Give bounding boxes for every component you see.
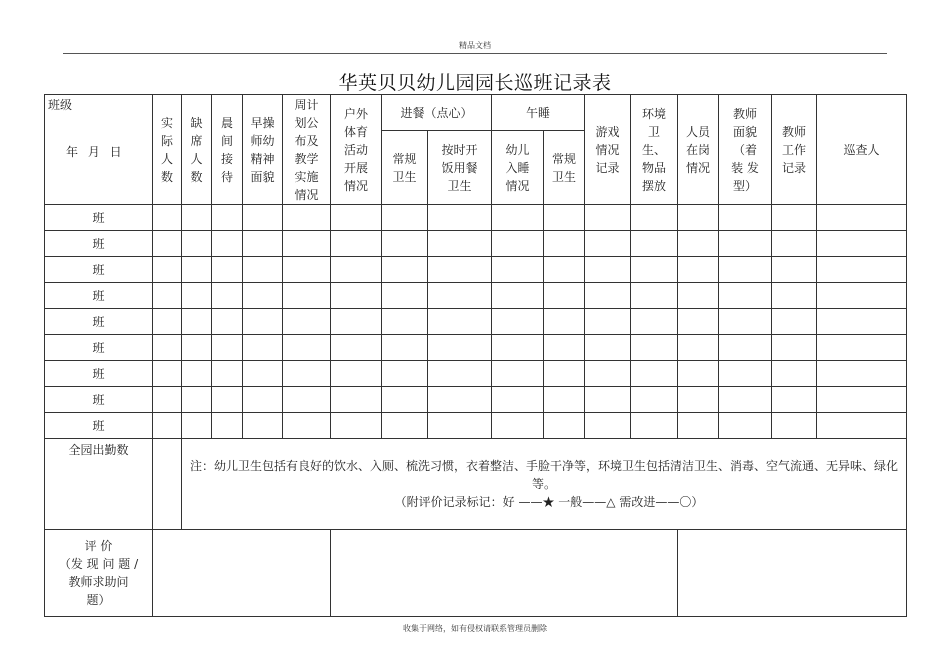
col-games: 游戏 情况 记录	[585, 95, 631, 205]
class-row-cell[interactable]	[544, 387, 585, 413]
class-row-cell[interactable]	[719, 309, 772, 335]
class-row-cell[interactable]	[382, 257, 428, 283]
class-row-cell[interactable]	[719, 205, 772, 231]
class-row-cell[interactable]	[212, 413, 243, 439]
class-row-cell[interactable]	[331, 309, 382, 335]
class-row-cell[interactable]	[153, 335, 182, 361]
class-row-cell[interactable]	[678, 309, 719, 335]
col-teacher-work: 教师 工作 记录	[772, 95, 817, 205]
class-row-label: 班	[45, 387, 153, 413]
class-row	[45, 361, 907, 387]
col-attendance: 实 际 人 数	[153, 95, 182, 205]
class-row-cell[interactable]	[585, 335, 631, 361]
class-row-cell[interactable]	[585, 257, 631, 283]
col-morning-exercise: 早操 师幼 精神 面貌	[243, 95, 283, 205]
col-nap-hygiene: 常规 卫生	[544, 131, 585, 205]
class-row-cell[interactable]	[182, 231, 212, 257]
class-row-cell[interactable]	[492, 387, 544, 413]
class-row-cell[interactable]	[544, 205, 585, 231]
class-row-cell[interactable]	[153, 309, 182, 335]
header-row-1	[45, 95, 907, 131]
class-row-cell[interactable]	[492, 413, 544, 439]
class-row-cell[interactable]	[243, 257, 283, 283]
class-row-cell[interactable]	[631, 309, 678, 335]
class-row-cell[interactable]	[817, 413, 907, 439]
class-row-cell[interactable]	[719, 387, 772, 413]
evaluation-cell-1[interactable]	[153, 530, 331, 617]
class-row-cell[interactable]	[544, 309, 585, 335]
class-row-label: 班	[45, 309, 153, 335]
class-row	[45, 283, 907, 309]
class-row-cell[interactable]	[331, 335, 382, 361]
class-row-cell[interactable]	[243, 283, 283, 309]
class-row-cell[interactable]	[382, 231, 428, 257]
col-nap-group: 午睡	[492, 95, 585, 131]
class-row	[45, 257, 907, 283]
col-inspector: 巡查人	[817, 95, 907, 205]
class-row-cell[interactable]	[182, 283, 212, 309]
class-row-cell[interactable]	[212, 335, 243, 361]
col-morning-reception: 晨 间 接 待	[212, 95, 243, 205]
class-row-cell[interactable]	[817, 387, 907, 413]
class-row-cell[interactable]	[428, 309, 492, 335]
class-row-cell[interactable]	[544, 361, 585, 387]
class-row-cell[interactable]	[182, 387, 212, 413]
class-row-cell[interactable]	[585, 205, 631, 231]
class-row-cell[interactable]	[182, 361, 212, 387]
col-absent: 缺 席 人 数	[182, 95, 212, 205]
document-title: 华英贝贝幼儿园园长巡班记录表	[338, 72, 612, 94]
class-row-cell[interactable]	[212, 257, 243, 283]
class-row-cell[interactable]	[212, 205, 243, 231]
class-row-cell[interactable]	[492, 361, 544, 387]
class-row-cell[interactable]	[428, 413, 492, 439]
class-row-label: 班	[45, 335, 153, 361]
inspection-table	[44, 94, 907, 617]
class-row-cell[interactable]	[678, 413, 719, 439]
class-row-cell[interactable]	[719, 335, 772, 361]
attendance-value-cell[interactable]	[153, 439, 182, 530]
class-row-cell[interactable]	[243, 361, 283, 387]
class-row-cell[interactable]	[182, 335, 212, 361]
class-row-cell[interactable]	[331, 257, 382, 283]
col-meal-group: 进餐（点心）	[382, 95, 492, 131]
class-row-cell[interactable]	[428, 335, 492, 361]
class-row-label: 班	[45, 257, 153, 283]
class-row-cell[interactable]	[492, 257, 544, 283]
col-weekly-plan: 周计 划公 布及 教学 实施 情况	[283, 95, 331, 205]
class-row-cell[interactable]	[243, 387, 283, 413]
evaluation-row	[45, 530, 907, 617]
class-row-cell[interactable]	[585, 361, 631, 387]
class-row	[45, 205, 907, 231]
attendance-row	[45, 439, 907, 530]
col-outdoor-sports: 户外 体育 活动 开展 情况	[331, 95, 382, 205]
class-row-cell[interactable]	[719, 413, 772, 439]
class-row-cell[interactable]	[153, 413, 182, 439]
class-row-cell[interactable]	[153, 257, 182, 283]
class-row-cell[interactable]	[817, 205, 907, 231]
class-row-cell[interactable]	[631, 335, 678, 361]
note-cell	[182, 439, 907, 530]
class-row-cell[interactable]	[678, 205, 719, 231]
class-row-cell[interactable]	[428, 257, 492, 283]
class-row-cell[interactable]	[283, 283, 331, 309]
class-row-cell[interactable]	[544, 231, 585, 257]
class-row-cell[interactable]	[817, 257, 907, 283]
class-row-cell[interactable]	[631, 283, 678, 309]
class-row-cell[interactable]	[678, 231, 719, 257]
class-row-cell[interactable]	[585, 309, 631, 335]
class-row-cell[interactable]	[719, 231, 772, 257]
class-row-cell[interactable]	[331, 413, 382, 439]
class-row-cell[interactable]	[283, 413, 331, 439]
class-row-cell[interactable]	[428, 387, 492, 413]
class-label: 班级	[48, 98, 73, 112]
class-row-cell[interactable]	[817, 283, 907, 309]
class-row-cell[interactable]	[678, 335, 719, 361]
class-row-cell[interactable]	[182, 413, 212, 439]
class-row-cell[interactable]	[544, 413, 585, 439]
class-row-cell[interactable]	[331, 283, 382, 309]
class-row-cell[interactable]	[772, 335, 817, 361]
class-row-cell[interactable]	[585, 283, 631, 309]
class-row-cell[interactable]	[772, 257, 817, 283]
col-nap-children: 幼儿 入睡 情况	[492, 131, 544, 205]
class-row-cell[interactable]	[382, 387, 428, 413]
class-row-cell[interactable]	[153, 231, 182, 257]
class-row-cell[interactable]	[719, 283, 772, 309]
class-row-cell[interactable]	[772, 283, 817, 309]
class-row-label: 班	[45, 413, 153, 439]
col-environment: 环境 卫 生、 物品 摆放	[631, 95, 678, 205]
class-row-cell[interactable]	[283, 231, 331, 257]
class-row-cell[interactable]	[331, 205, 382, 231]
class-row-cell[interactable]	[492, 335, 544, 361]
class-row-cell[interactable]	[243, 413, 283, 439]
class-row-cell[interactable]	[243, 309, 283, 335]
class-row-cell[interactable]	[817, 361, 907, 387]
class-row-cell[interactable]	[153, 283, 182, 309]
class-row-cell[interactable]	[153, 361, 182, 387]
footer-note: 收集于网络，如有侵权请联系管理员删除	[403, 624, 547, 633]
class-row-cell[interactable]	[283, 361, 331, 387]
class-row-cell[interactable]	[817, 335, 907, 361]
header-divider	[63, 53, 887, 54]
class-row-cell[interactable]	[182, 257, 212, 283]
col-meal-ontime: 按时开 饭用餐 卫生	[428, 131, 492, 205]
class-row-cell[interactable]	[283, 257, 331, 283]
class-row-cell[interactable]	[678, 283, 719, 309]
class-row-label: 班	[45, 205, 153, 231]
class-row-cell[interactable]	[772, 413, 817, 439]
class-row-cell[interactable]	[631, 231, 678, 257]
class-row-cell[interactable]	[772, 387, 817, 413]
legend-text: （附评价记录标记：好 ——★ 一般——△ 需改进——〇）	[394, 495, 704, 509]
class-row	[45, 231, 907, 257]
class-row-cell[interactable]	[428, 205, 492, 231]
class-row-cell[interactable]	[631, 387, 678, 413]
col-teacher-appearance: 教师 面貌 （着 装 发 型）	[719, 95, 772, 205]
class-row-cell[interactable]	[331, 361, 382, 387]
class-row-cell[interactable]	[382, 335, 428, 361]
class-row-cell[interactable]	[382, 205, 428, 231]
class-row-cell[interactable]	[182, 309, 212, 335]
class-row-cell[interactable]	[153, 387, 182, 413]
class-rows	[45, 205, 907, 439]
class-row-cell[interactable]	[492, 309, 544, 335]
class-row	[45, 387, 907, 413]
class-row-cell[interactable]	[817, 309, 907, 335]
class-row-cell[interactable]	[382, 309, 428, 335]
class-row-cell[interactable]	[544, 335, 585, 361]
class-row-cell[interactable]	[153, 205, 182, 231]
class-row-cell[interactable]	[283, 387, 331, 413]
attendance-label: 全园出勤数	[45, 439, 153, 530]
class-row-cell[interactable]	[719, 257, 772, 283]
class-row-cell[interactable]	[678, 257, 719, 283]
class-row-cell[interactable]	[585, 231, 631, 257]
class-row-cell[interactable]	[212, 361, 243, 387]
corner-cell	[45, 95, 153, 205]
class-row-cell[interactable]	[678, 387, 719, 413]
class-row-cell[interactable]	[182, 205, 212, 231]
class-row-cell[interactable]	[382, 413, 428, 439]
class-row-cell[interactable]	[678, 361, 719, 387]
date-label: 年 月 日	[66, 145, 125, 159]
class-row-cell[interactable]	[719, 361, 772, 387]
class-row-cell[interactable]	[772, 309, 817, 335]
class-row-cell[interactable]	[428, 283, 492, 309]
class-row-cell[interactable]	[585, 387, 631, 413]
class-row-cell[interactable]	[212, 283, 243, 309]
class-row	[45, 309, 907, 335]
class-row-cell[interactable]	[382, 361, 428, 387]
class-row-cell[interactable]	[212, 231, 243, 257]
class-row-cell[interactable]	[382, 283, 428, 309]
header-note: 精品文档	[459, 41, 491, 50]
class-row-cell[interactable]	[631, 361, 678, 387]
class-row-cell[interactable]	[817, 231, 907, 257]
class-row	[45, 335, 907, 361]
class-row-cell[interactable]	[283, 205, 331, 231]
class-row-cell[interactable]	[243, 231, 283, 257]
class-row-label: 班	[45, 283, 153, 309]
class-row-cell[interactable]	[544, 257, 585, 283]
class-row-cell[interactable]	[631, 205, 678, 231]
class-row-cell[interactable]	[212, 387, 243, 413]
class-row-cell[interactable]	[331, 231, 382, 257]
evaluation-cell-3[interactable]	[678, 530, 907, 617]
class-row-cell[interactable]	[772, 361, 817, 387]
note-text: 注：幼儿卫生包括有良好的饮水、入厕、梳洗习惯，衣着整洁、手脸干净等，环境卫生包括清洁卫生、消毒、空气流通、无异味、绿化等。	[190, 459, 899, 491]
class-row-cell[interactable]	[585, 413, 631, 439]
class-row-cell[interactable]	[331, 387, 382, 413]
class-row-cell[interactable]	[283, 309, 331, 335]
evaluation-label: 评 价 （发 现 问 题 / 教师求助问 题）	[45, 530, 153, 617]
class-row-cell[interactable]	[631, 413, 678, 439]
class-row	[45, 413, 907, 439]
class-row-cell[interactable]	[772, 231, 817, 257]
class-row-cell[interactable]	[428, 231, 492, 257]
class-row-cell[interactable]	[492, 205, 544, 231]
class-row-cell[interactable]	[428, 361, 492, 387]
class-row-label: 班	[45, 361, 153, 387]
class-row-cell[interactable]	[243, 205, 283, 231]
class-row-cell[interactable]	[212, 309, 243, 335]
evaluation-cell-2[interactable]	[331, 530, 678, 617]
class-row-cell[interactable]	[492, 231, 544, 257]
class-row-cell[interactable]	[772, 205, 817, 231]
col-meal-hygiene: 常规 卫生	[382, 131, 428, 205]
class-row-cell[interactable]	[544, 283, 585, 309]
class-row-cell[interactable]	[631, 257, 678, 283]
class-row-label: 班	[45, 231, 153, 257]
class-row-cell[interactable]	[283, 335, 331, 361]
col-staff-on-duty: 人员 在岗 情况	[678, 95, 719, 205]
class-row-cell[interactable]	[243, 335, 283, 361]
class-row-cell[interactable]	[492, 283, 544, 309]
